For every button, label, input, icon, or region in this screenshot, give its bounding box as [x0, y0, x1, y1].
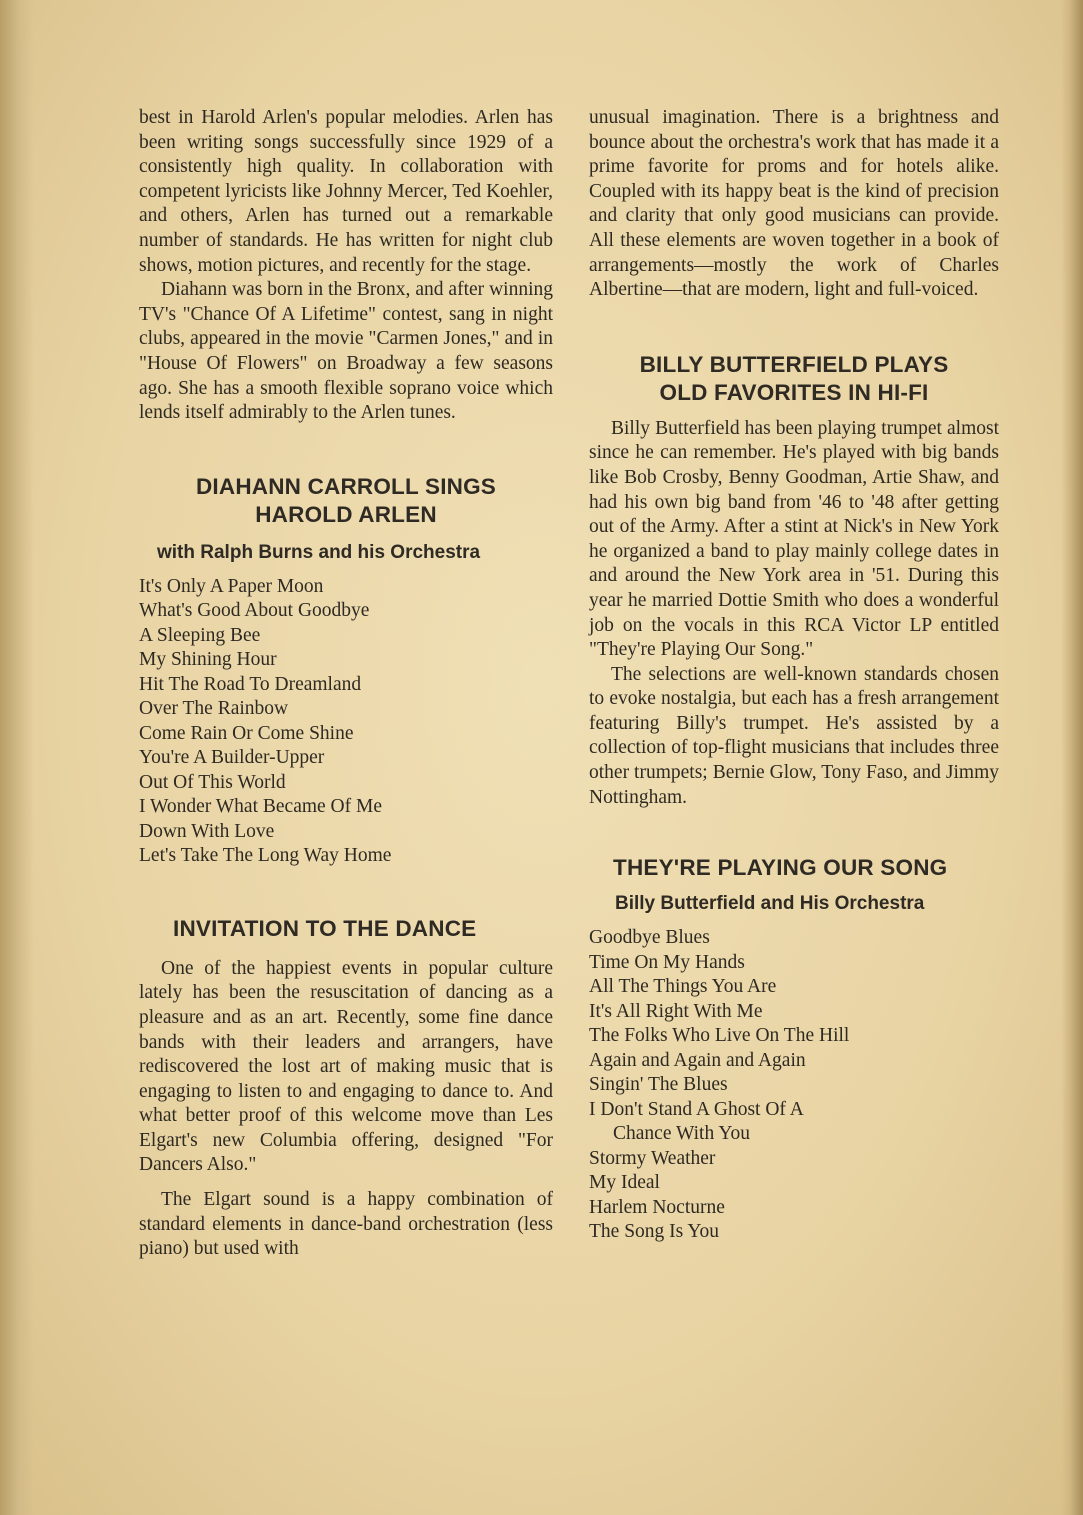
- right-column: [589, 106, 999, 1245]
- song-item: Come Rain Or Come Shine: [139, 722, 354, 744]
- album1-song-list: [139, 575, 553, 869]
- page-edge-left: [0, 0, 34, 1515]
- song-item: It's All Right With Me: [589, 1000, 763, 1022]
- song-item: The Folks Who Live On The Hill: [589, 1025, 850, 1047]
- song-item: All The Things You Are: [589, 976, 777, 998]
- song-item: Hit The Road To Dreamland: [139, 673, 362, 695]
- song-item: Stormy Weather: [589, 1147, 716, 1169]
- album1-title-line2: HAROLD ARLEN: [255, 501, 437, 527]
- song-item: Time On My Hands: [589, 951, 745, 973]
- album1-title-line1: DIAHANN CARROLL SINGS: [195, 473, 497, 499]
- album1-title: [139, 473, 553, 529]
- song-item: My Ideal: [589, 1172, 660, 1194]
- album2-subtitle: Billy Butterfield and His Orchestra: [615, 893, 925, 915]
- song-item: I Don't Stand A Ghost Of A: [589, 1098, 804, 1120]
- left-column: [139, 106, 553, 1262]
- song-item: What's Good About Goodbye: [139, 600, 370, 622]
- song-item: Let's Take The Long Way Home: [139, 845, 392, 867]
- song-item: A Sleeping Bee: [139, 624, 261, 646]
- song-item: Again and Again and Again: [589, 1049, 806, 1071]
- invitation-paragraph-1: One of the happiest events in popular culture lately has been the resuscitation of dancing as a pleasure and as an art. Recently, some fine dance bands with their leaders and arrangers, have rediscovered the lost art of making music that is engaging to listen to and engaging to dance to. And what better proof of this welcome move than Les Elgart's new Columbia offering, designed "For Dancers Also.": [139, 957, 553, 1176]
- carryover-paragraph-left: best in Harold Arlen's popular melodies. Arlen has been writing songs successfully since 1929 of a consistently high quality. In collaboration with competent lyricists like Johnny Mercer, Ted Koehler, and others, Arlen has turned out a remarkable number of standards. He has written for night club shows, motion pictures, and recently for the stage.: [139, 107, 553, 276]
- album1-subtitle: with Ralph Burns and his Orchestra: [157, 541, 481, 563]
- page-edge-right: [1061, 0, 1083, 1515]
- album2-title: THEY'RE PLAYING OUR SONG: [613, 855, 948, 881]
- song-item: Over The Rainbow: [139, 698, 289, 720]
- invitation-title: INVITATION TO THE DANCE: [173, 915, 477, 941]
- butterfield-title-line2: OLD FAVORITES IN HI-FI: [659, 379, 929, 405]
- carryover-paragraph-right: unusual imagination. There is a brightness and bounce about the orchestra's work that has made it a prime favorite for proms and for hotels alike. Coupled with its happy beat is the kind of precision and clarity that only good musicians can provide. All these elements are woven together in a book of arrangements—mostly the work of Charles Albertine—that are modern, light and full-voiced.: [589, 107, 999, 301]
- butterfield-title: [589, 351, 999, 407]
- song-item: Singin' The Blues: [589, 1074, 728, 1096]
- song-item: Harlem Nocturne: [589, 1196, 725, 1218]
- song-item: Out Of This World: [139, 771, 286, 793]
- song-item: The Song Is You: [589, 1221, 720, 1243]
- song-item: Chance With You: [613, 1123, 750, 1145]
- butterfield-paragraph-1: Billy Butterfield has been playing trumpet almost since he can remember. He's played with big bands like Bob Crosby, Benny Goodman, Artie Shaw, and had his own big band from '46 to '48 after getting out of the Army. After a stint at Nick's in New York he organized a band to play mainly college dates in and around the New York area in '51. During this year he married Dottie Smith who does a wonderful job on the vocals in this RCA Victor LP entitled "They're Playing Our Song.": [589, 417, 999, 661]
- song-item: It's Only A Paper Moon: [139, 575, 324, 597]
- album2-song-list: [589, 926, 999, 1245]
- butterfield-title-line1: BILLY BUTTERFIELD PLAYS: [639, 351, 949, 377]
- song-item: Goodbye Blues: [589, 927, 710, 949]
- diahann-paragraph: Diahann was born in the Bronx, and after winning TV's "Chance Of A Lifetime" contest, sang in night clubs, appeared in the movie "Carmen Jones," and in "House Of Flowers" on Broadway a few seasons ago. She has a smooth flexible soprano voice which lends itself admirably to the Arlen tunes.: [139, 279, 553, 424]
- song-item: You're A Builder-Upper: [139, 747, 325, 769]
- song-item: Down With Love: [139, 820, 275, 842]
- song-item: My Shining Hour: [139, 649, 277, 671]
- butterfield-paragraph-2: The selections are well-known standards chosen to evoke nostalgia, but each has a fresh arrangement featuring Billy's trumpet. He's assisted by a collection of top-flight musicians that includes three other trumpets; Bernie Glow, Tony Faso, and Jimmy Nottingham.: [589, 663, 999, 808]
- invitation-paragraph-2: The Elgart sound is a happy combination of standard elements in dance-band orchestration (less piano) but used with: [139, 1189, 553, 1260]
- song-item: I Wonder What Became Of Me: [139, 796, 382, 818]
